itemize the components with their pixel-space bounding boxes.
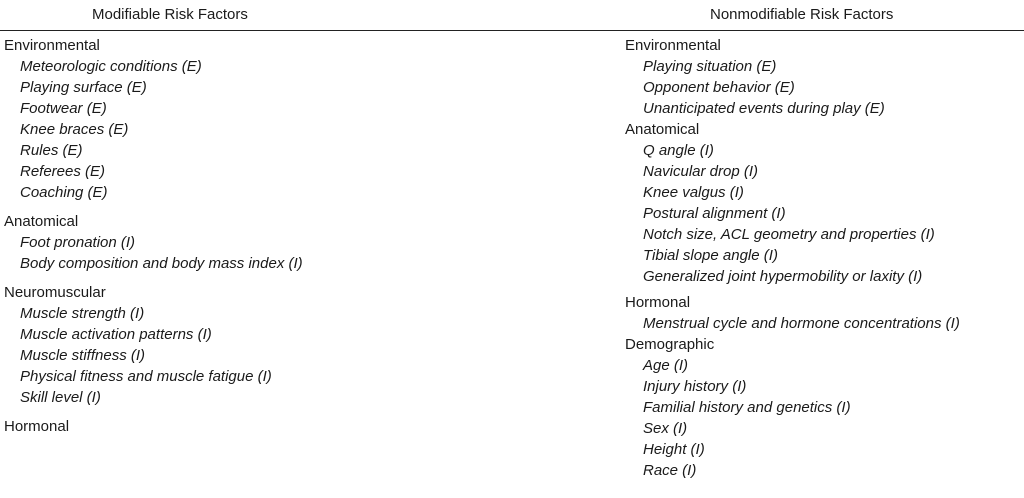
risk-factor-item: Muscle stiffness (I) [20, 347, 146, 364]
modifiable-column [4, 30, 564, 437]
risk-factor-item: Race (I) [643, 462, 697, 479]
risk-factor-item: Playing situation (E) [643, 58, 777, 75]
risk-factor-item: Age (I) [643, 357, 689, 374]
risk-factor-item: Q angle (I) [643, 142, 714, 159]
risk-factor-item: Meteorologic conditions (E) [20, 58, 202, 75]
category-heading: Environmental [4, 37, 100, 54]
risk-factor-item: Opponent behavior (E) [643, 79, 795, 96]
risk-factor-item: Knee valgus (I) [643, 184, 744, 201]
risk-factor-item: Coaching (E) [20, 184, 108, 201]
header-nonmodifiable: Nonmodifiable Risk Factors [710, 6, 894, 23]
risk-factor-item: Referees (E) [20, 163, 106, 180]
category-heading: Hormonal [625, 294, 691, 311]
category-heading: Demographic [625, 336, 715, 353]
category-heading: Anatomical [625, 121, 700, 138]
risk-factor-item: Postural alignment (I) [643, 205, 786, 222]
risk-factor-item: Footwear (E) [20, 100, 107, 117]
risk-factor-item: Physical fitness and muscle fatigue (I) [20, 368, 272, 385]
risk-factor-item: Injury history (I) [643, 378, 747, 395]
risk-factor-item: Rules (E) [20, 142, 83, 159]
risk-factor-item: Foot pronation (I) [20, 234, 136, 251]
risk-factor-item: Skill level (I) [20, 389, 101, 406]
category-heading: Neuromuscular [4, 284, 106, 301]
risk-factor-item: Knee braces (E) [20, 121, 129, 138]
risk-factor-item: Height (I) [643, 441, 705, 458]
risk-factor-item: Unanticipated events during play (E) [643, 100, 885, 117]
risk-factor-item: Body composition and body mass index (I) [20, 255, 303, 272]
table-header [0, 0, 1024, 31]
nonmodifiable-column [625, 30, 1024, 481]
risk-factor-item: Navicular drop (I) [643, 163, 759, 180]
risk-factor-item: Muscle activation patterns (I) [20, 326, 212, 343]
risk-factor-item: Muscle strength (I) [20, 305, 145, 322]
risk-factor-item: Playing surface (E) [20, 79, 147, 96]
header-modifiable: Modifiable Risk Factors [92, 6, 248, 23]
risk-factor-item: Sex (I) [643, 420, 688, 437]
category-heading: Anatomical [4, 213, 79, 230]
category-heading: Hormonal [4, 418, 70, 435]
risk-factor-item: Tibial slope angle (I) [643, 247, 778, 264]
risk-factor-item: Familial history and genetics (I) [643, 399, 851, 416]
risk-factor-item: Notch size, ACL geometry and properties (I) [643, 226, 935, 243]
risk-factor-item: Generalized joint hypermobility or laxity (I) [643, 268, 923, 285]
category-heading: Environmental [625, 37, 721, 54]
risk-factor-item: Menstrual cycle and hormone concentrations (I) [643, 315, 960, 332]
